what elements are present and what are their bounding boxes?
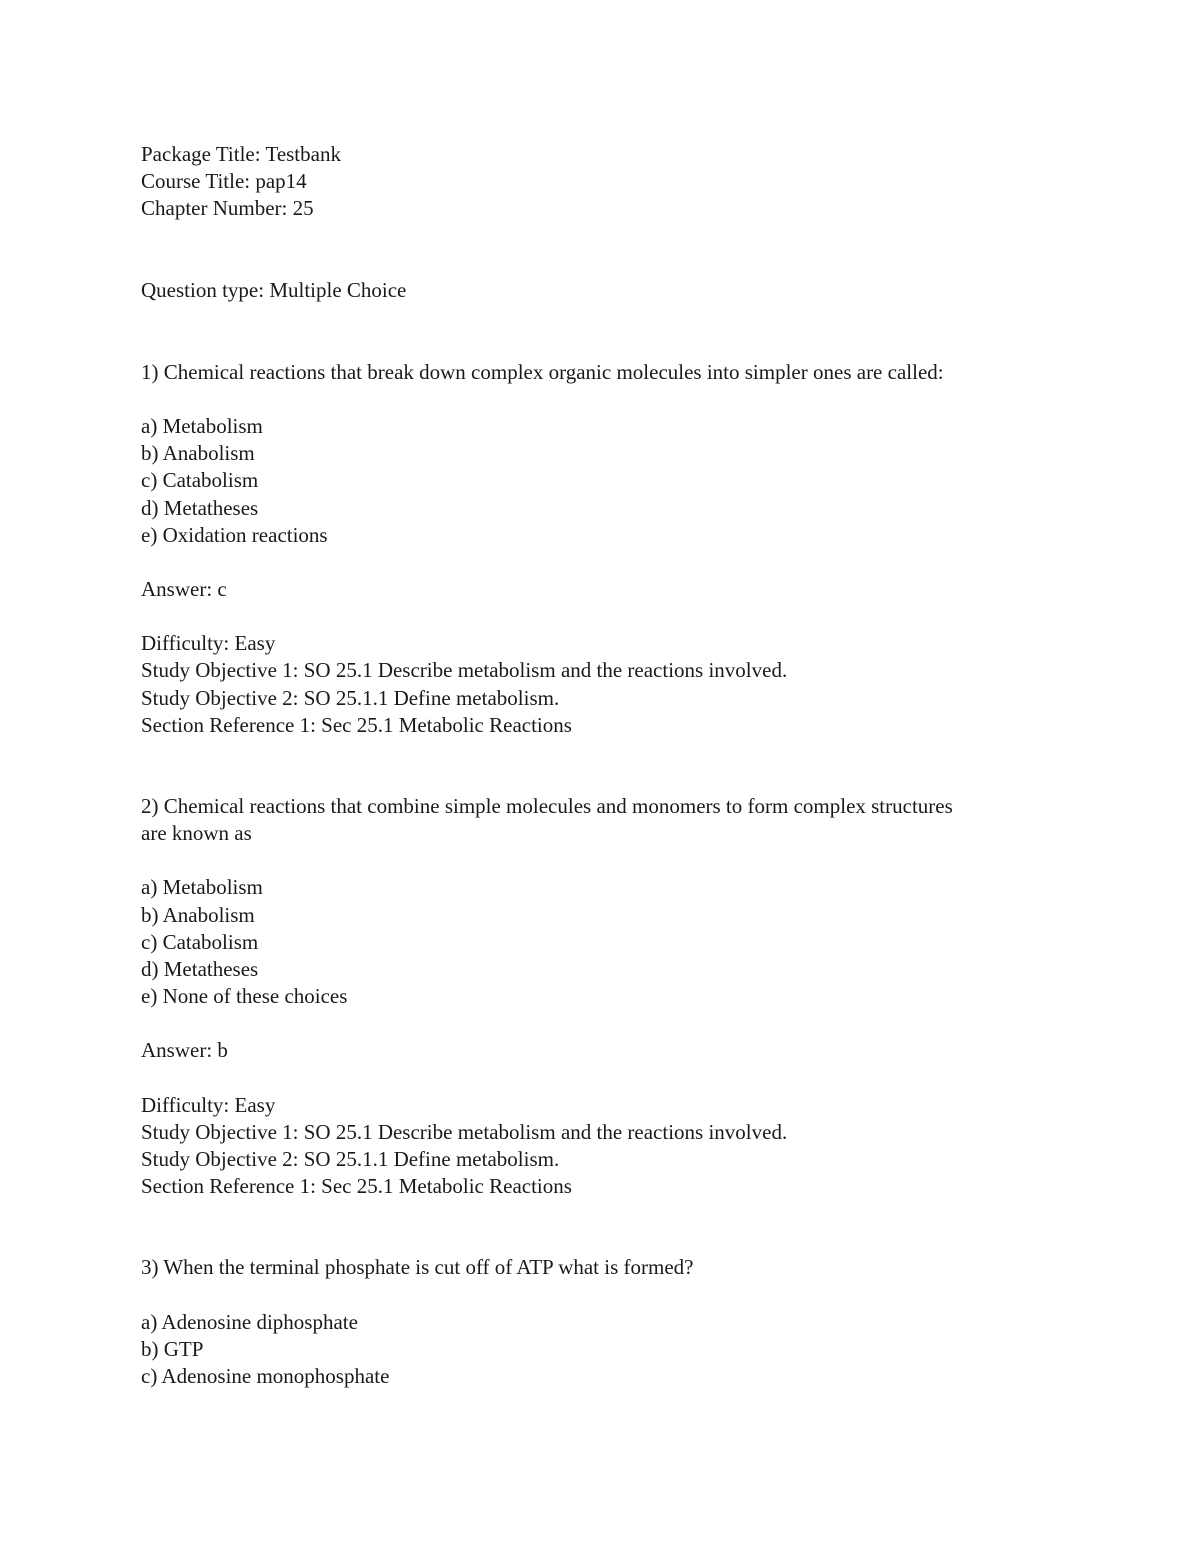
section-reference-1: Section Reference 1: Sec 25.1 Metabolic Reactions (141, 1174, 572, 1199)
option-a: a) Metabolism (141, 414, 263, 439)
question-stem: 3) When the terminal phosphate is cut off of ATP what is formed? (141, 1255, 694, 1280)
study-objective-1: Study Objective 1: SO 25.1 Describe metabolism and the reactions involved. (141, 658, 788, 683)
course-title: Course Title: pap14 (141, 169, 307, 194)
option-a: a) Metabolism (141, 875, 263, 900)
package-title: Package Title: Testbank (141, 142, 341, 166)
answer-options (141, 413, 1101, 549)
difficulty: Difficulty: Easy (141, 1092, 276, 1117)
option-b: b) GTP (141, 1336, 204, 1361)
question-stem-line-2: are known as (141, 821, 252, 846)
question-1 (141, 359, 1101, 739)
question-metadata (141, 1092, 1101, 1201)
option-e: e) None of these choices (141, 984, 348, 1009)
question-2 (141, 793, 1101, 1200)
answer: Answer: c (141, 577, 227, 602)
chapter-number: Chapter Number: 25 (141, 196, 314, 221)
option-c: c) Adenosine monophosphate (141, 1364, 390, 1389)
option-c: c) Catabolism (141, 929, 259, 954)
answer: Answer: b (141, 1038, 228, 1063)
question-3 (141, 1254, 1101, 1390)
study-objective-2: Study Objective 2: SO 25.1.1 Define metabolism. (141, 685, 560, 710)
document-page (141, 141, 1101, 1390)
difficulty: Difficulty: Easy (141, 631, 276, 656)
study-objective-2: Study Objective 2: SO 25.1.1 Define metabolism. (141, 1147, 560, 1172)
option-a: a) Adenosine diphosphate (141, 1309, 358, 1334)
question-type: Question type: Multiple Choice (141, 277, 407, 302)
option-c: c) Catabolism (141, 468, 259, 493)
study-objective-1: Study Objective 1: SO 25.1 Describe metabolism and the reactions involved. (141, 1119, 788, 1144)
question-metadata (141, 630, 1101, 739)
answer-options (141, 1309, 1101, 1391)
answer-options (141, 874, 1101, 1010)
option-d: d) Metatheses (141, 495, 259, 520)
option-b: b) Anabolism (141, 902, 255, 927)
document-header (141, 141, 1101, 223)
section-reference-1: Section Reference 1: Sec 25.1 Metabolic Reactions (141, 712, 572, 737)
question-stem-line-1: 2) Chemical reactions that combine simple molecules and monomers to form complex structures (141, 794, 953, 819)
option-e: e) Oxidation reactions (141, 522, 328, 547)
option-b: b) Anabolism (141, 441, 255, 466)
question-stem: 1) Chemical reactions that break down complex organic molecules into simpler ones are called: (141, 359, 944, 384)
option-d: d) Metatheses (141, 957, 259, 982)
